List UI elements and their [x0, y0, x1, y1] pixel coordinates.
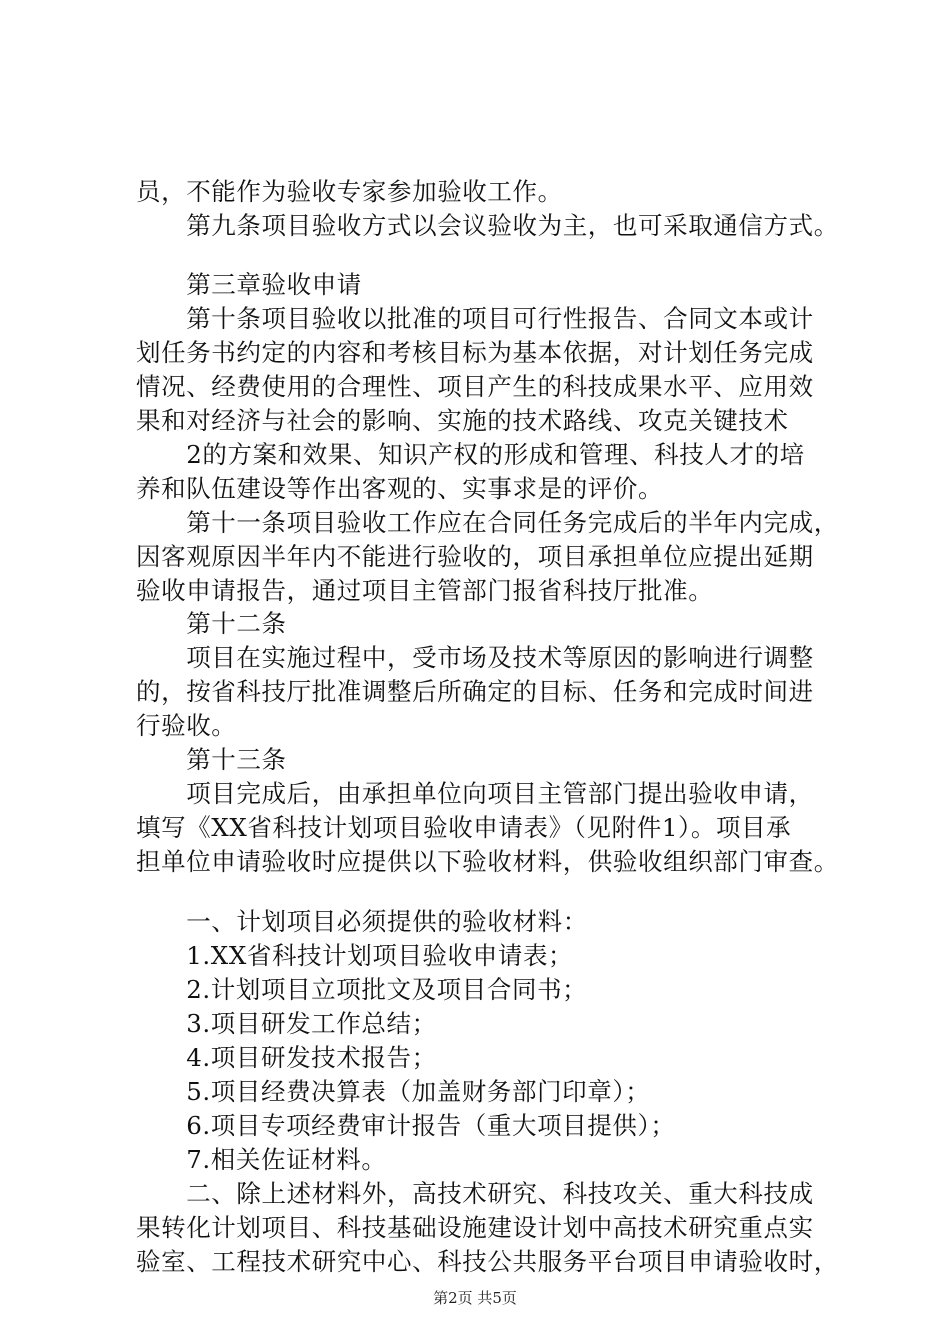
- section-heading: 一、计划项目必须提供的验收材料：: [136, 907, 588, 936]
- chapter-heading: 第三章验收申请: [136, 270, 362, 299]
- body-line: 验收申请报告，通过项目主管部门报省科技厅批准。: [136, 576, 714, 605]
- body-line: 情况、经费使用的合理性、项目产生的科技成果水平、应用效: [136, 372, 814, 401]
- list-item: 1.XX省科技计划项目验收申请表；: [136, 941, 574, 970]
- body-line: 项目在实施过程中，受市场及技术等原因的影响进行调整: [136, 643, 814, 672]
- body-line: 第九条项目验收方式以会议验收为主，也可采取通信方式。: [136, 211, 839, 240]
- list-item: 3.项目研发工作总结；: [136, 1009, 437, 1038]
- body-line: 行验收。: [136, 711, 237, 740]
- body-line: 担单位申请验收时应提供以下验收材料，供验收组织部门审查。: [136, 847, 839, 876]
- page-footer: 第2页 共5页: [433, 1289, 517, 1307]
- body-line: 填写《XX省科技计划项目验收申请表》（见附件1）。项目承: [136, 813, 792, 842]
- article-heading: 第十二条: [136, 609, 287, 638]
- body-line: 2的方案和效果、知识产权的形成和管理、科技人才的培: [136, 440, 805, 469]
- list-item: 7.相关佐证材料。: [136, 1145, 387, 1174]
- body-line: 二、除上述材料外，高技术研究、科技攻关、重大科技成: [136, 1179, 814, 1208]
- body-line: 项目完成后，由承担单位向项目主管部门提出验收申请，: [136, 779, 814, 808]
- list-item: 6.项目专项经费审计报告（重大项目提供）；: [136, 1111, 676, 1140]
- list-item: 5.项目经费决算表（加盖财务部门印章）；: [136, 1077, 651, 1106]
- body-line: 验室、工程技术研究中心、科技公共服务平台项目申请验收时，: [136, 1247, 839, 1276]
- body-line: 养和队伍建设等作出客观的、实事求是的评价。: [136, 474, 664, 503]
- body-line: 员，不能作为验收专家参加验收工作。: [136, 177, 563, 206]
- list-item: 2.计划项目立项批文及项目合同书；: [136, 975, 588, 1004]
- body-line: 因客观原因半年内不能进行验收的，项目承担单位应提出延期: [136, 542, 814, 571]
- body-line: 第十条项目验收以批准的项目可行性报告、合同文本或计: [136, 304, 814, 333]
- body-line: 划任务书约定的内容和考核目标为基本依据，对计划任务完成: [136, 338, 814, 367]
- body-line: 的，按省科技厅批准调整后所确定的目标、任务和完成时间进: [136, 677, 814, 706]
- body-line: 果转化计划项目、科技基础设施建设计划中高技术研究重点实: [136, 1213, 814, 1242]
- body-line: 第十一条项目验收工作应在合同任务完成后的半年内完成，: [136, 508, 839, 537]
- article-heading: 第十三条: [136, 745, 287, 774]
- body-line: 果和对经济与社会的影响、实施的技术路线、攻克关键技术: [136, 406, 789, 435]
- list-item: 4.项目研发技术报告；: [136, 1043, 437, 1072]
